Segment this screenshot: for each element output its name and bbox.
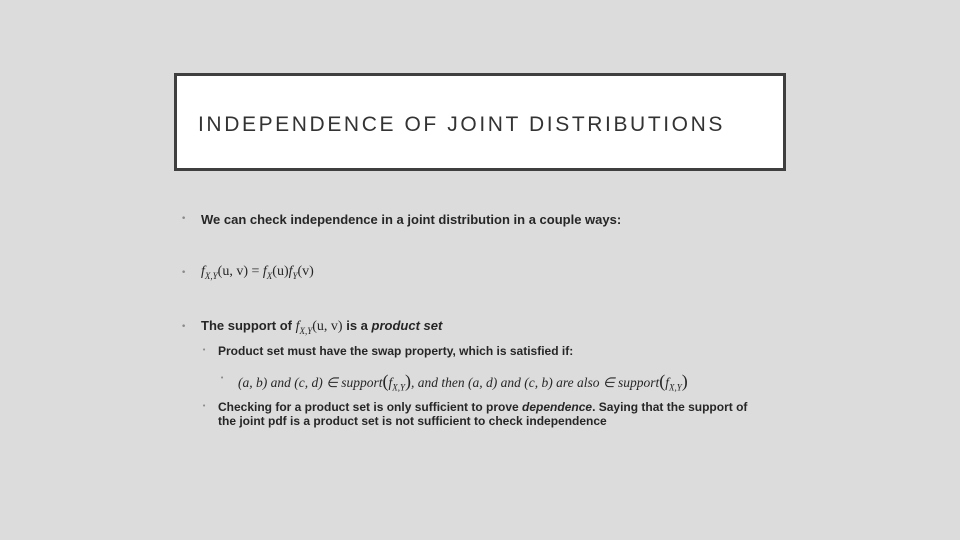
formula-sub: X,Y <box>299 325 313 336</box>
formula-sub: X,Y <box>204 270 218 281</box>
formula-args: (u, v) = <box>217 264 263 279</box>
bullet-factorization-formula <box>201 264 314 281</box>
bullet-marker: • <box>202 402 207 410</box>
title-box <box>174 73 786 171</box>
bullet-marker: • <box>202 346 207 354</box>
bullet-check-independence: We can check independence in a joint distribution in a couple ways: <box>201 212 622 227</box>
bullet-marker: • <box>220 374 225 382</box>
swap-part-2: , and then (a, d) and (c, b) are also ∈ support <box>411 375 660 390</box>
formula-f: f <box>288 264 293 279</box>
support-mid: is a <box>342 318 372 333</box>
formula-f: f <box>201 264 205 279</box>
swap-property-condition: (a, b) and (c, d) ∈ $support(f_{X,Y})$, and then (a, d) and (c, b) are also ∈ $support(f_{X,Y})$ <box>238 371 688 393</box>
sufficiency-prefix: Checking for a product set is only sufficient to prove <box>218 400 523 414</box>
formula-sub: X <box>266 270 273 281</box>
formula-f: f <box>665 375 670 390</box>
bullet-marker: • <box>181 214 187 224</box>
dependence-emphasis: dependence <box>522 400 593 414</box>
formula-sub: Y <box>292 270 298 281</box>
subbullet-swap-property: Product set must have the swap property, which is satisfied if: <box>218 344 574 358</box>
swap-part-1: (a, b) and (c, d) ∈ support <box>238 375 383 390</box>
bullet-marker: • <box>181 268 187 278</box>
support-function <box>296 319 343 334</box>
formula-args: (v) <box>297 264 314 279</box>
formula-f: f <box>295 319 300 334</box>
product-set-emphasis: product set <box>371 318 443 333</box>
support-prefix: The support of <box>201 318 296 333</box>
formula-f: f <box>262 264 267 279</box>
formula-sub: X,Y <box>669 382 682 393</box>
formula-sub: X,Y <box>392 382 406 393</box>
bullet-marker: • <box>181 322 187 332</box>
sufficiency-suffix: . Saying that the support of the joint pdf is a product set is not sufficient to check independence <box>218 400 748 428</box>
formula-args: (u, v) <box>312 319 343 334</box>
bullet-support-product-set <box>201 318 442 336</box>
slide-title: INDEPENDENCE OF JOINT DISTRIBUTIONS <box>198 113 725 136</box>
formula-f: f <box>388 375 393 390</box>
subbullet-sufficiency-note <box>218 400 763 428</box>
formula-args: (u) <box>272 264 289 279</box>
